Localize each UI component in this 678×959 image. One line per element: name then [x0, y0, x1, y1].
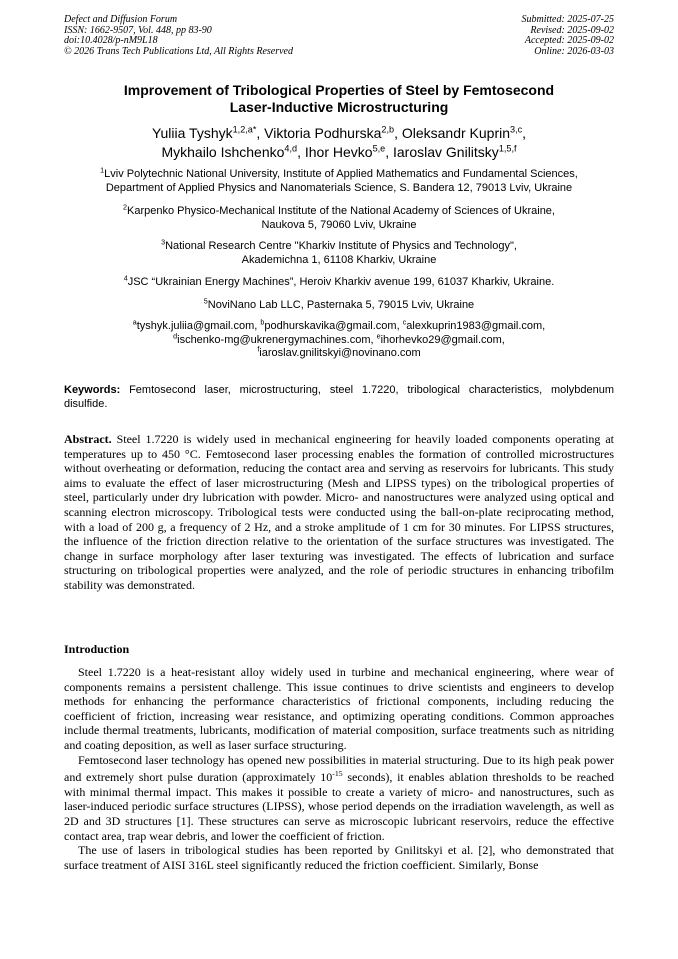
- author-name: Iaroslav Gnilitsky: [393, 144, 499, 160]
- author-name: Oleksandr Kuprin: [401, 125, 511, 141]
- affiliation-text: Karpenko Physico-Mechanical Institute of the National Academy of Sciences of Ukraine,: [126, 205, 555, 217]
- author-name: Ihor Hevko: [304, 144, 373, 160]
- email-link[interactable]: podhurskavika@gmail.com,: [264, 320, 403, 332]
- exponent: -15: [332, 769, 343, 779]
- author-list: [64, 124, 614, 162]
- affiliation-text: Akademichna 1, 61108 Kharkiv, Ukraine: [241, 253, 437, 266]
- email-link[interactable]: alexkuprin1983@gmail.com,: [406, 320, 546, 332]
- keywords-label: Keywords:: [64, 384, 121, 396]
- abstract: [64, 432, 614, 593]
- author-sep: ,: [256, 125, 265, 141]
- email-link[interactable]: ihorhevko29@gmail.com,: [380, 333, 505, 346]
- affiliation-5: [64, 299, 614, 313]
- revised-date: Revised: 2025-09-02: [530, 24, 614, 36]
- author-line: [64, 143, 614, 162]
- email-link[interactable]: iaroslav.gnilitskyi@novinano.com: [259, 347, 421, 359]
- online-date: Online: 2026-03-03: [534, 45, 614, 57]
- author-emails: $^a$tyshyk.juliia@gmail.com, $^b$podhurskavika@gmail.com, $^c$alexkuprin1983@gmail.com, $^d$ischenko-mg@ukrenergymachines.com, $^e$ihorhevko29@gmail.com, $^f$iaroslav.gnilitskyi@novinano.com: [132, 318, 546, 359]
- author-sep: ,: [385, 144, 393, 160]
- title-line: Laser-Inductive Microstructuring: [229, 99, 449, 115]
- author-name: Mykhailo Ishchenko: [161, 144, 285, 160]
- abstract-label: Abstract.: [64, 432, 112, 446]
- affiliation-text: JSC “Ukrainian Energy Machines”, Heroiv Kharkiv avenue 199, 61037 Kharkiv, Ukraine.: [127, 276, 555, 288]
- author-sup: 5,e: [372, 143, 386, 154]
- keywords: [64, 384, 614, 411]
- affiliation-text: Lviv Polytechnic National University, Institute of Applied Mathematics and Fundamental Sciences,: [104, 168, 578, 180]
- introduction-body: [64, 665, 614, 872]
- author-sup: 1,5,f: [498, 143, 517, 154]
- author-sup: 3,c: [510, 124, 523, 135]
- affiliation-1: [64, 168, 614, 195]
- title-line: Improvement of Tribological Properties of Steel by Femtosecond: [123, 82, 555, 98]
- author-sep: ,: [297, 144, 305, 160]
- submitted-date: Submitted: 2025-07-25: [521, 14, 614, 25]
- copyright: © 2026 Trans Tech Publications Ltd, All Rights Reserved: [64, 45, 293, 57]
- author-sep: ,: [522, 125, 527, 141]
- keywords-text: Femtosecond laser, microstructuring, steel 1.7220, tribological characteristics, molybdenum disulfide.: [64, 384, 614, 410]
- author-sup: 2,b: [381, 124, 395, 135]
- author-name: Yuliia Tyshyk: [151, 125, 233, 141]
- affiliation-text: Department of Applied Physics and Nanomaterials Science, S. Bandera 12, 79013 Lviv, Ukraine: [105, 181, 573, 194]
- affiliation-text: National Research Centre "Kharkiv Institute of Physics and Technology",: [165, 240, 517, 252]
- author-name: Viktoria Podhurska: [264, 125, 382, 141]
- abstract-text: Steel 1.7220 is widely used in mechanical engineering for heavily loaded components operating at temperatures up to 450 °C. Femtosecond laser processing enables the formation of controlled microstructures without overheating or deformation, reducing the contact area and serving as reservoirs for lubricants. This study aims to evaluate the effect of laser microstructuring (Mesh and LIPSS types) on the tribological properties of steel, particularly under dry lubrication with powder. Micro- and nanostructures were analyzed using optical and scanning electron microscopy. Tribological tests were conducted using the ball-on-plate reciprocating method, with a load of 200 g, a frequency of 2 Hz, and a stroke amplitude of 1 cm for 30 minutes. For LIPSS structures, the influence of the friction direction relative to the orientation of the surface structures was investigated. The change in surface morphology after laser texturing was investigated. The effects of lubrication and surface structuring on tribological properties were analyzed, and the role of periodic structures in enhancing tribofilm stability was demonstrated.: [64, 432, 614, 592]
- paragraph-text: Femtosecond laser technology has opened new possibilities in material structuring. Due to its high peak power and extremely short pulse duration (approximately 10: [64, 752, 614, 785]
- section-heading-introduction: Introduction: [64, 642, 130, 656]
- affiliation-num: 5: [203, 297, 208, 306]
- affiliation-4: [64, 276, 614, 290]
- paper-title: [64, 82, 614, 116]
- journal-header: [64, 15, 293, 57]
- email-link[interactable]: ischenko-mg@ukrenergymachines.com,: [177, 333, 377, 346]
- author-line: [64, 124, 614, 143]
- affiliation-num: 3: [161, 238, 166, 247]
- paragraph: The use of lasers in tribological studies has been reported by Gnilitskyi et al. [2], who demonstrated that surface treatment of AISI 316L steel significantly reduced the friction coefficient. Similarly, Bonse: [64, 843, 614, 872]
- journal-name: Defect and Diffusion Forum: [64, 14, 178, 25]
- author-sep: ,: [394, 125, 402, 141]
- affiliation-num: 1: [100, 166, 105, 175]
- affiliation-3: [64, 240, 614, 267]
- issn: ISSN: 1662-9507, Vol. 448, pp 83-90: [64, 24, 212, 36]
- affiliation-num: 2: [123, 203, 127, 212]
- paragraph: [64, 753, 614, 844]
- email-link[interactable]: tyshyk.juliia@gmail.com,: [136, 320, 261, 332]
- accepted-date: Accepted: 2025-09-02: [524, 35, 614, 47]
- affiliation-num: 4: [123, 274, 128, 283]
- doi[interactable]: doi:10.4028/p-nM9L18: [64, 35, 158, 47]
- dates-header: [522, 15, 615, 57]
- affiliation-2: [64, 205, 614, 232]
- author-sup: 1,2,a*: [232, 124, 257, 135]
- affiliation-text: NoviNano Lab LLC, Pasternaka 5, 79015 Lviv, Ukraine: [207, 299, 475, 311]
- paragraph-text: seconds), it enables ablation thresholds to be reached with minimal thermal impact. This makes it possible to create a variety of micro- and nanostructures, such as laser-induced periodic surface structures (LIPSS), whose period depends on the irradiation wavelength, as well as 2D and 3D structures [1]. These structures can serve as microscopic lubricant reservoirs, reduce the effective contact area, trap wear debris, and lower the coefficient of friction.: [64, 770, 614, 843]
- author-sup: 4,d: [284, 143, 298, 154]
- affiliation-text: Naukova 5, 79060 Lviv, Ukraine: [261, 218, 417, 231]
- paragraph: Steel 1.7220 is a heat-resistant alloy widely used in turbine and mechanical engineering, where wear of components remains a persistent challenge. This issue continues to drive scientists and engineers to develop methods for enhancing the performance characteristics of frictional components, including reducing the coefficient of friction, increasing wear resistance, and optimizing operating conditions. Common approaches include thermal treatments, lubricants, modification of material composition, surface treatments such as nitriding and coating deposition, as well as laser surface structuring.: [64, 665, 614, 752]
